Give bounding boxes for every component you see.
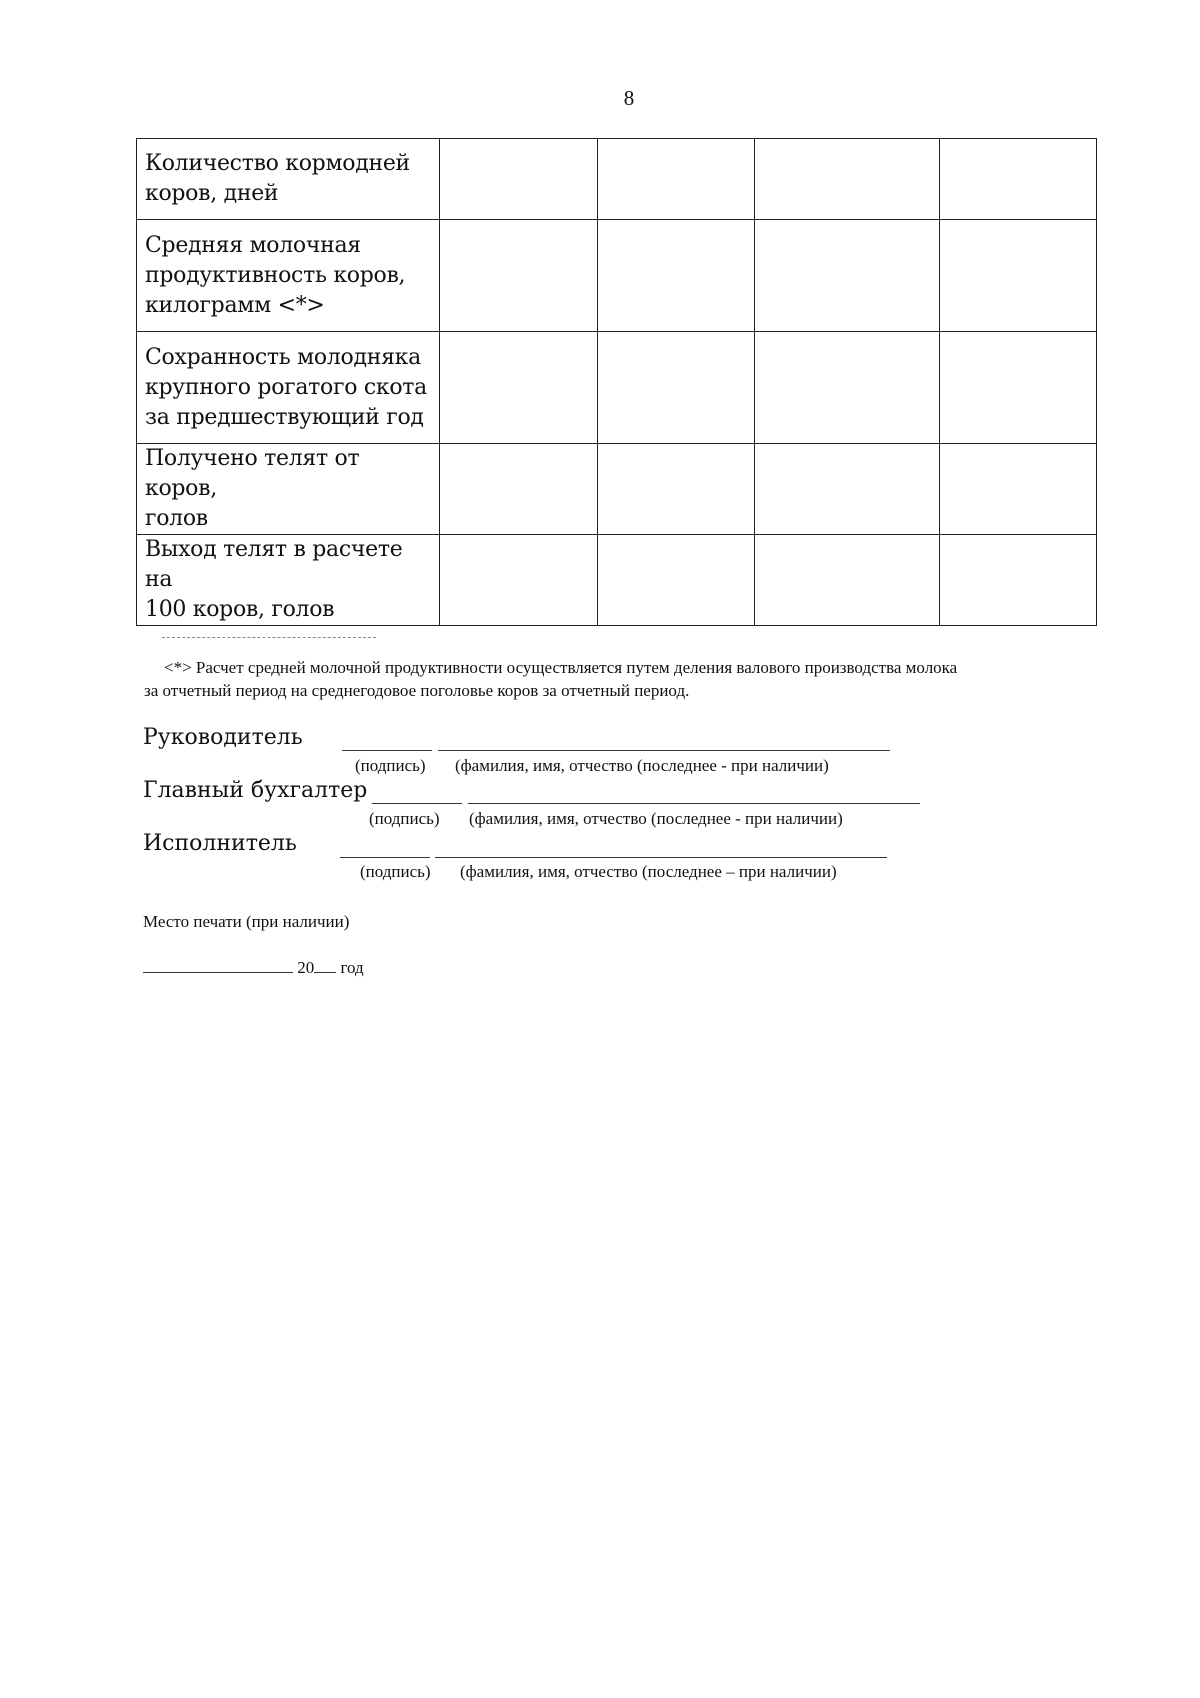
row-label-line: Количество кормодней [145,151,410,176]
table-row [137,220,1097,332]
table-row [137,332,1097,444]
row-label-line: Сохранность молодняка [145,344,421,370]
table-cell[interactable] [940,332,1097,444]
row-label-line: за предшествующий год [145,404,424,430]
table-cell[interactable] [440,139,598,220]
table-cell[interactable] [440,535,598,626]
stamp-place: Место печати (при наличии) [143,912,350,931]
chief-accountant-name-line[interactable] [468,803,920,804]
row-label-line: продуктивность коров, [145,262,406,288]
chief-accountant-name-caption: (фамилия, имя, отчество (последнее - при наличии) [469,809,843,828]
row-label [137,535,440,626]
date-blank[interactable] [143,972,293,973]
table-cell[interactable] [755,535,940,626]
table-row [137,139,1097,220]
table-cell[interactable] [940,444,1097,535]
executor-signature-caption: (подпись) [360,862,431,881]
row-label-line: Выход телят в расчете на [145,537,403,592]
year-prefix: 20 [297,958,315,977]
table-row [137,444,1097,535]
date-line [143,958,364,978]
chief-accountant-signature-caption: (подпись) [369,809,440,828]
footnote-line: <*> Расчет средней молочной продуктивности осуществляется путем деления валового производства молока [164,658,958,677]
head-signature-line[interactable] [342,750,432,751]
footnote-separator [162,637,376,638]
row-label [137,139,440,220]
table-cell[interactable] [598,444,755,535]
table-row [137,535,1097,626]
table-cell[interactable] [598,220,755,332]
head-name-caption: (фамилия, имя, отчество (последнее - при наличии) [455,756,829,775]
year-blank[interactable] [314,972,336,973]
table-cell[interactable] [755,220,940,332]
table-cell[interactable] [440,220,598,332]
head-label: Руководитель [143,725,303,750]
row-label-line: Средняя молочная [145,232,361,258]
year-suffix: год [340,958,364,977]
row-label-line: голов [145,506,208,531]
table-cell[interactable] [598,535,755,626]
row-label [137,444,440,535]
row-label-line: крупного рогатого скота [145,374,427,400]
row-label [137,220,440,332]
executor-label: Исполнитель [143,831,297,856]
chief-accountant-signature-line[interactable] [372,803,462,804]
executor-name-line[interactable] [435,857,887,858]
head-name-line[interactable] [438,750,890,751]
table-cell[interactable] [440,332,598,444]
chief-accountant-label: Главный бухгалтер [143,778,368,803]
head-signature-caption: (подпись) [355,756,426,775]
executor-signature-line[interactable] [340,857,430,858]
executor-name-caption: (фамилия, имя, отчество (последнее – при наличии) [460,862,837,881]
table-cell[interactable] [940,535,1097,626]
indicators-table [136,138,1097,626]
footnote-line: за отчетный период на среднегодовое поголовье коров за отчетный период. [144,681,690,700]
table-cell[interactable] [755,332,940,444]
table-cell[interactable] [940,220,1097,332]
table-cell[interactable] [755,444,940,535]
row-label-line: 100 коров, голов [145,597,335,622]
footnote [144,656,1144,702]
row-label-line: коров, дней [145,181,279,206]
row-label [137,332,440,444]
table-cell[interactable] [598,139,755,220]
table-cell[interactable] [940,139,1097,220]
table-cell[interactable] [598,332,755,444]
row-label-line: килограмм <*> [145,292,325,318]
page-number: 8 [623,86,635,110]
table-cell[interactable] [440,444,598,535]
row-label-line: Получено телят от коров, [145,446,360,501]
table-cell[interactable] [755,139,940,220]
